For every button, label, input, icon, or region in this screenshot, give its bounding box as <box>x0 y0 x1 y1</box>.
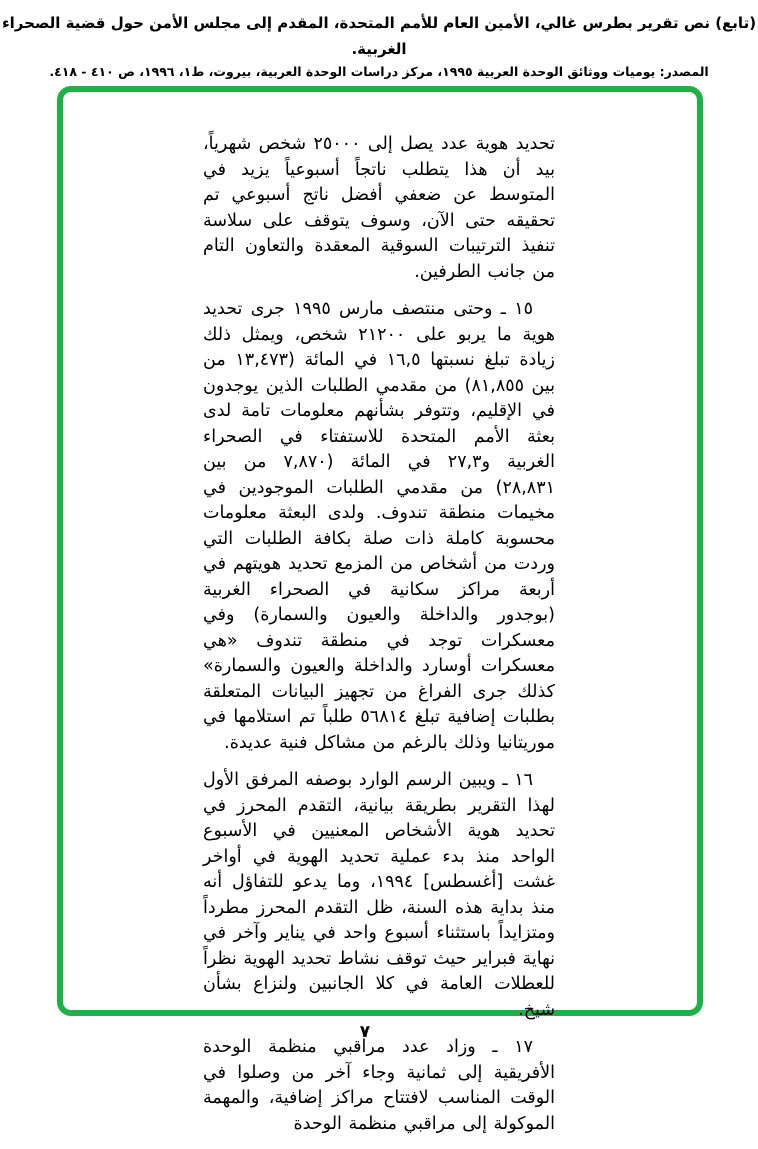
body-text-column <box>203 132 555 1149</box>
paragraph-15: ١٥ ـ وحتى منتصف مارس ١٩٩٥ جرى تحديد هوية ما يربو على ٢١٢٠٠ شخص، ويمثل ذلك زيادة تبلغ نسبتها ١٦,٥ في المائة (١٣,٤٧٣ من بين ٨١,٨٥٥) من مقدمي الطلبات الذين يوجدون في الإقليم، وتتوفر بشأنهم معلومات تامة لدى بعثة الأمم المتحدة للاستفتاء في الصحراء الغربية و٢٧,٣ في المائة (٧,٨٧٠ من بين ٢٨,٨٣١) من مقدمي الطلبات الموجودين في مخيمات منطقة تندوف. ولدى البعثة معلومات محسوبة كاملة ذات صلة بكافة الطلبات التي وردت من أشخاص من المزمع تحديد هويتهم في أربعة مراكز سكانية في الصحراء الغربية (بوجدور والداخلة والعيون والسمارة) وفي معسكرات توجد في منطقة تندوف «هي معسكرات أوسارد والداخلة والعيون والسمارة» كذلك جرى الفراغ من تجهيز البيانات المتعلقة بطلبات إضافية تبلغ ٥٦٨١٤ طلباً تم استلامها في موريتانيا وذلك بالرغم من مشاكل فنية عديدة. <box>203 299 556 753</box>
paragraph-continuation: تحديد هوية عدد يصل إلى ٢٥٠٠٠ شخص شهرياً، بيد أن هذا يتطلب ناتجاً أسبوعياً يزيد في المتوسط عن ضعفي أفضل ناتج أسبوعي تم تحقيقه حتى الآن، وسوف يتوقف على سلاسة تنفيذ الترتيبات السوقية المعقدة والتعاون التام من جانب الطرفين. <box>203 134 556 282</box>
page-header <box>0 10 758 82</box>
source-citation: المصدر: يوميات ووثائق الوحدة العربية ١٩٩٥، مركز دراسات الوحدة العربية، بيروت، ط١، ١٩٩٦، ص ٤١٠ - ٤١٨. <box>49 64 709 79</box>
green-border-frame <box>57 86 703 1134</box>
page-number: ٧ <box>359 1022 371 1042</box>
paragraph-17: ١٧ ـ وزاد عدد مراقبي منظمة الوحدة الأفريقية إلى ثمانية وجاء آخر من وصلوا في الوقت المناسب لافتتاح مراكز إضافية، والمهمة الموكولة إلى مراقبي منظمة الوحدة <box>203 1037 555 1134</box>
report-title: (تابع) نص تقرير بطرس غالي، الأمين العام للأمم المتحدة، المقدم إلى مجلس الأمن حول قضية الصحراء الغربية. <box>1 14 757 58</box>
paragraph-16: ١٦ ـ ويبين الرسم الوارد بوصفه المرفق الأول لهذا التقرير بطريقة بيانية، التقدم المحرز في تحديد هوية الأشخاص المعنيين في الأسبوع الواحد منذ بدء عملية تحديد الهوية في أواخر غشت [أغسطس] ١٩٩٤، وما يدعو للتفاؤل أنه منذ بداية هذه السنة، ظل التقدم المحرز مطرداً ومتزايداً باستثناء أسبوع واحد في يناير وآخر في نهاية فبراير حيث توقف نشاط تحديد الهوية نظراً للعطلات العامة في كلا الجانبين ولنزاع بشأن شيخ. <box>203 770 555 1020</box>
